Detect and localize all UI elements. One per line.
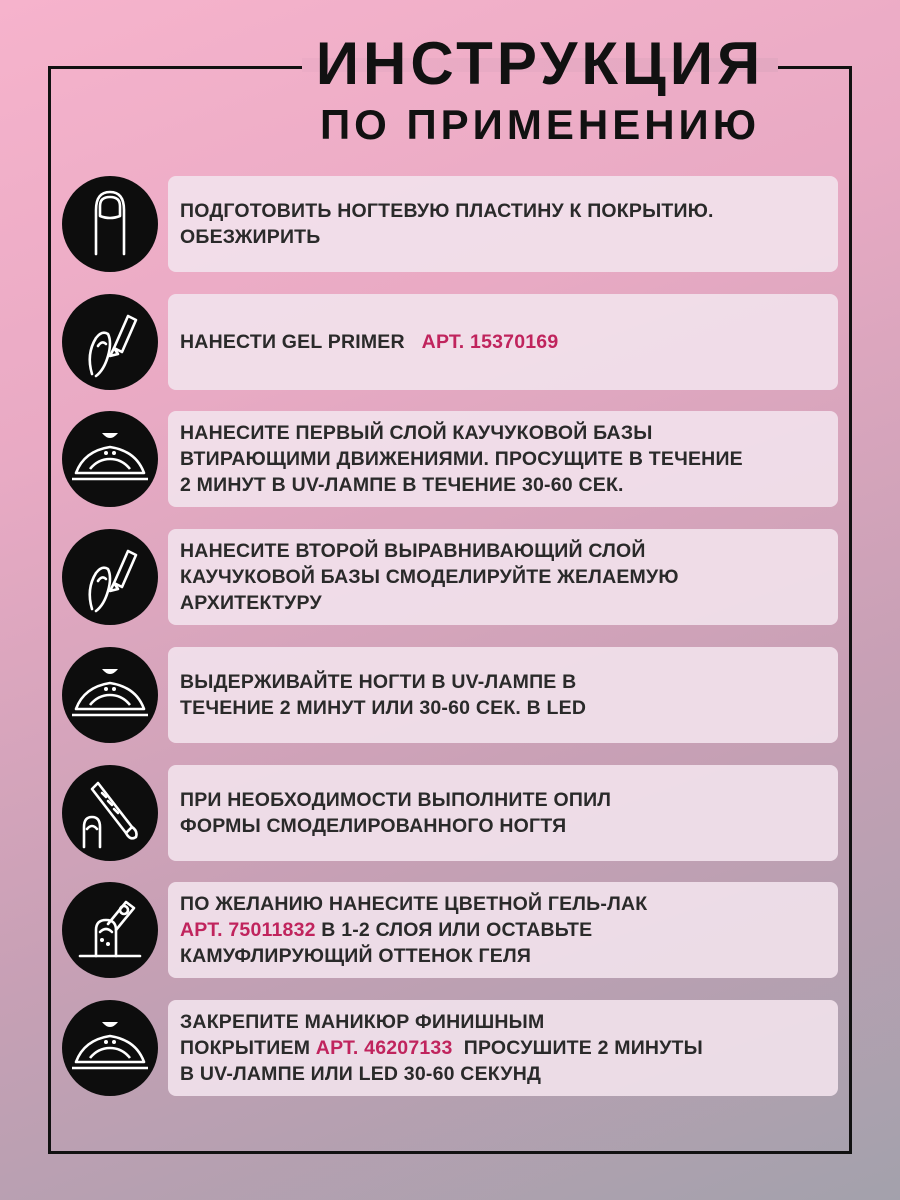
step-text: НАНЕСИТЕ ПЕРВЫЙ СЛОЙ КАУЧУКОВОЙ БАЗЫ ВТИРАЮЩИМИ ДВИЖЕНИЯМИ. ПРОСУЩИТЕ В ТЕЧЕНИЕ 2 МИНУТ В UV-ЛАМПЕ В ТЕЧЕНИЕ 30-60 СЕК.: [180, 422, 743, 496]
uv-lamp-icon: [62, 411, 158, 507]
step-7: [62, 882, 838, 978]
brush-nail-icon: [62, 294, 158, 390]
page-subtitle: ПО ПРИМЕНЕНИЮ: [319, 101, 761, 148]
step-card: [168, 882, 838, 978]
step-text: ЗАКРЕПИТЕ МАНИКЮР ФИНИШНЫМ ПОКРЫТИЕМ АРТ. 46207133 ПРОСУШИТЕ 2 МИНУТЫ В UV-ЛАМПЕ ИЛИ LED 30-60 СЕКУНД: [180, 1011, 703, 1085]
nail-icon: [62, 176, 158, 272]
step-card: [168, 647, 838, 743]
step-4: [62, 529, 838, 625]
step-6: [62, 765, 838, 861]
uv-lamp-icon: [62, 1000, 158, 1096]
page-title: ИНСТРУКЦИЯ: [315, 30, 765, 97]
step-card: [168, 529, 838, 625]
step-text: ПОДГОТОВИТЬ НОГТЕВУЮ ПЛАСТИНУ К ПОКРЫТИЮ. ОБЕЗЖИРИТЬ: [180, 200, 714, 248]
step-text: НАНЕСИТЕ ВТОРОЙ ВЫРАВНИВАЮЩИЙ СЛОЙ КАУЧУКОВОЙ БАЗЫ СМОДЕЛИРУЙТЕ ЖЕЛАЕМУЮ АРХИТЕКТУРУ: [180, 540, 679, 614]
article-number: АРТ. 46207133: [315, 1037, 453, 1059]
uv-lamp-icon: [62, 647, 158, 743]
step-text: ПО ЖЕЛАНИЮ НАНЕСИТЕ ЦВЕТНОЙ ГЕЛЬ-ЛАК АРТ. 75011832 В 1-2 СЛОЯ ИЛИ ОСТАВЬТЕ КАМУФЛИРУЮЩИЙ ОТТЕНОК ГЕЛЯ: [180, 893, 648, 967]
article-number: АРТ. 75011832: [180, 919, 316, 941]
step-card: [168, 1000, 838, 1096]
step-card: [168, 176, 838, 272]
step-5: [62, 647, 838, 743]
step-2: [62, 294, 838, 390]
color-polish-icon: [62, 882, 158, 978]
step-card: [168, 411, 838, 507]
brush-nail-icon: [62, 529, 158, 625]
article-number: АРТ. 15370169: [421, 331, 559, 353]
step-text: НАНЕСТИ GEL PRIMER АРТ. 15370169: [180, 331, 559, 353]
nail-file-icon: [62, 765, 158, 861]
step-text: ВЫДЕРЖИВАЙТЕ НОГТИ В UV-ЛАМПЕ В ТЕЧЕНИЕ 2 МИНУТ ИЛИ 30-60 СЕК. В LED: [180, 671, 587, 719]
step-text: ПРИ НЕОБХОДИМОСТИ ВЫПОЛНИТЕ ОПИЛ ФОРМЫ СМОДЕЛИРОВАННОГО НОГТЯ: [180, 789, 612, 837]
step-card: [168, 294, 838, 390]
step-3: [62, 411, 838, 507]
step-8: [62, 1000, 838, 1096]
step-1: [62, 176, 838, 272]
step-card: [168, 765, 838, 861]
